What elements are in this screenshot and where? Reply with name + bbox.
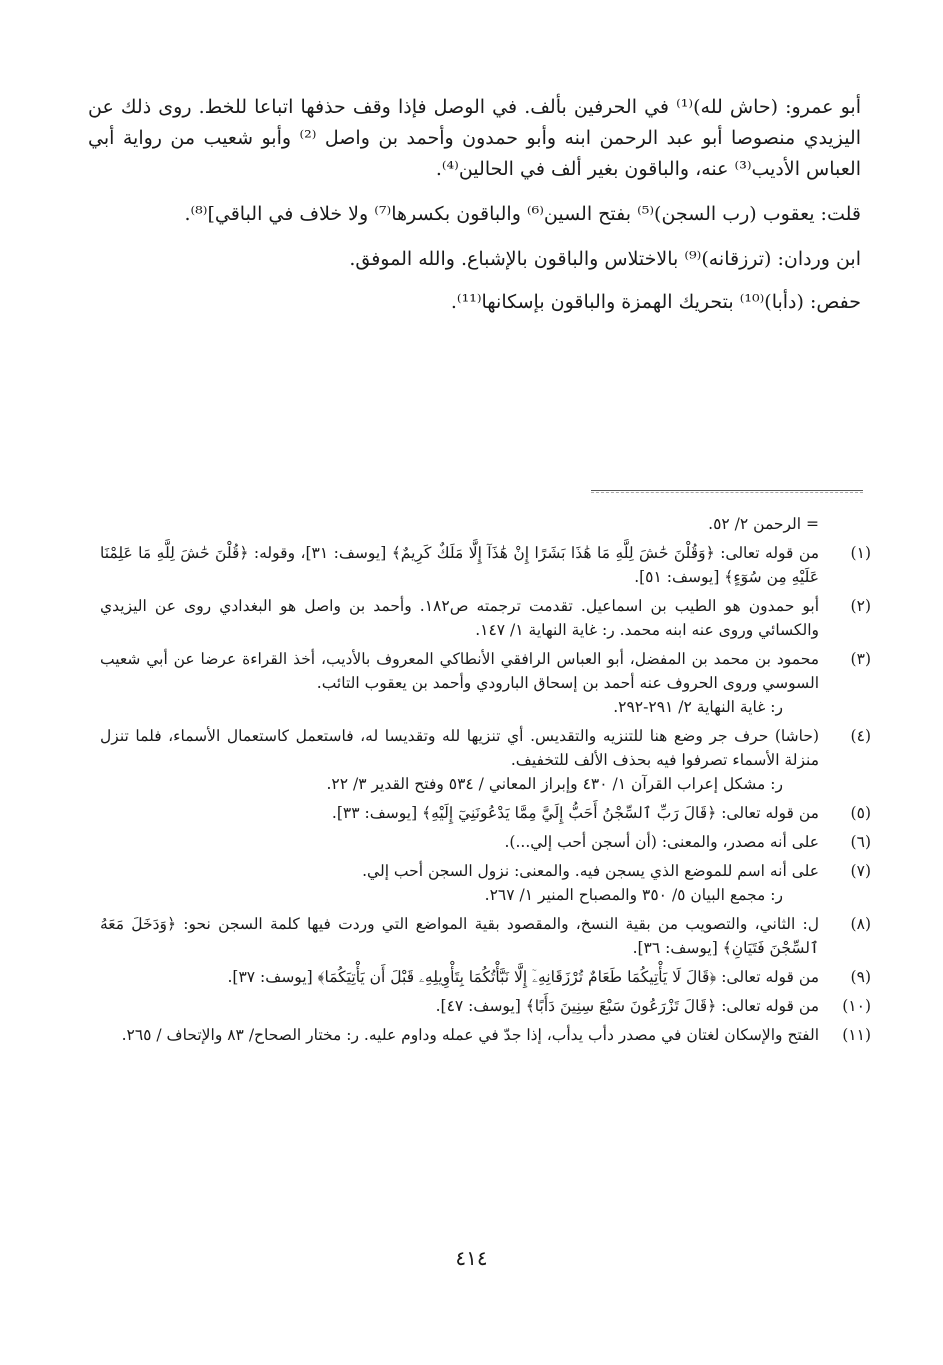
footnote-1	[100, 541, 871, 589]
footnote-continuation: = الرحمن ٢/ ٥٢.	[708, 515, 819, 533]
footnote-text: من قوله تعالى: ﴿قَالَ لَا يَأْتِيكُمَا طَعَامٌ تُرْزَقَانِهِۦٓ إِلَّا نَبَّأْتُكُمَا بِتَأْوِيلِهِۦ قَبْلَ أَن يَأْتِيَكُمَا﴾ [يوسف: ٣٧].	[227, 968, 819, 986]
footnote-text: (حاشا) حرف جر وضع هنا للتنزيه والتقديس. أي تنزيها لله وتقديسا له، فاستعمل كاستعمال الأسماء، فلما تنزل منزلة الأسماء تصرفوا فيه بحذف الألف للتخفيف.	[100, 727, 819, 769]
footnote-4	[100, 724, 871, 796]
footnote-8	[100, 912, 871, 960]
footnote-number: (٦)	[850, 833, 871, 851]
footnote-number: (١)	[850, 544, 871, 562]
footnote-reference: ر: مجمع البيان ٥/ ٣٥٠ والمصباح المنير ١/ ٢٦٧.	[484, 886, 783, 904]
main-text	[88, 92, 861, 332]
paragraph-ibn-wardan: ابن وردان: (ترزقانه)⁽⁹⁾ بالاختلاس والباقون بالإشباع. والله الموفق.	[349, 248, 861, 270]
footnote-10	[100, 994, 871, 1018]
footnotes	[100, 512, 871, 1052]
footnote-number: (٥)	[850, 804, 871, 822]
footnote-number: (٢)	[850, 597, 871, 615]
footnote-separator	[591, 490, 863, 491]
footnote-7	[100, 859, 871, 907]
paragraph-yaqub: قلت: يعقوب (رب السجن)⁽⁵⁾ بفتح السين⁽⁶⁾ والباقون بكسرها⁽⁷⁾ ولا خلاف في الباقي]⁽⁸⁾.	[184, 203, 861, 225]
footnote-separator-dashed	[591, 492, 863, 493]
footnote-reference: ر: مشكل إعراب القرآن ١/ ٤٣٠ وإبراز المعاني / ٥٣٤ وفتح القدير ٣/ ٢٢.	[326, 775, 783, 793]
footnote-text: من قوله تعالى: ﴿قَالَ تَزْرَعُونَ سَبْعَ سِنِينَ دَأَبًا﴾ [يوسف: ٤٧].	[435, 997, 819, 1015]
paragraph-abu-amr: أبو عمرو: (حاش لله)⁽¹⁾ في الحرفين بألف. في الوصل فإذا وقف حذفها اتباعا للخط. روى ذلك عن اليزيدي منصوصا أبو عبد الرحمن ابنه وأبو حمدون وأحمد بن واصل ⁽²⁾ وأبو شعيب من رواية أبي العباس الأديب⁽³⁾ عنه، والباقون بغير ألف في الحالين⁽⁴⁾.	[88, 96, 861, 180]
footnote-6	[100, 830, 871, 854]
footnote-5	[100, 801, 871, 825]
footnote-text: على أنه اسم للموضع الذي يسجن فيه. والمعنى: نزول السجن أحب إلي.	[362, 862, 819, 880]
footnote-text: على أنه مصدر، والمعنى: (أن أسجن أحب إلي...).	[504, 833, 819, 851]
footnote-3	[100, 647, 871, 719]
footnote-9	[100, 965, 871, 989]
footnote-11	[100, 1023, 871, 1047]
footnote-number: (٣)	[850, 650, 871, 668]
footnote-number: (٤)	[850, 727, 871, 745]
footnote-number: (١٠)	[842, 997, 871, 1015]
footnote-text: من قوله تعالى: ﴿وَقُلْنَ حَٰشَ لِلَّهِ مَا هَٰذَا بَشَرًا إِنْ هَٰذَآ إِلَّا مَلَكٌ كَرِيمٌ﴾ [يوسف: ٣١]، وقوله: ﴿قُلْنَ حَٰشَ لِلَّهِ مَا عَلِمْنَا عَلَيْهِ مِن سُوٓءٍ﴾ [يوسف: ٥١].	[100, 544, 819, 586]
footnote-2	[100, 594, 871, 642]
footnote-number: (٨)	[850, 915, 871, 933]
page-number: ٤١٤	[455, 1246, 488, 1270]
footnote-text: الفتح والإسكان لغتان في مصدر دأب يدأب، إذا جدّ في عمله وداوم عليه. ر: مختار الصحاح/ ٨٣ والإتحاف / ٢٦٥.	[121, 1026, 819, 1044]
footnote-number: (١١)	[842, 1026, 871, 1044]
paragraph-hafs: حفص: (دأبا)⁽¹⁰⁾ بتحريك الهمزة والباقون بإسكانها⁽¹¹⁾.	[450, 291, 861, 313]
footnote-text: محمود بن محمد بن المفضل، أبو العباس الرافقي الأنطاكي المعروف بالأديب، أخذ القراءة عرضا عن أبي شعيب السوسي وروى الحروف عنه أحمد بن إسحاق البارودي وأحمد بن يعقوب التائب.	[100, 650, 819, 692]
footnote-text: ل: الثاني، والتصويب من بقية النسخ، والمقصود بقية المواضع التي وردت فيها كلمة السجن نحو: ﴿وَدَخَلَ مَعَهُ ٱلسِّجْنَ فَتَيَانِ﴾ [يوسف: ٣٦].	[100, 915, 819, 957]
footnote-reference: ر: غاية النهاية ٢/ ٢٩١-٢٩٢.	[613, 698, 783, 716]
footnote-number: (٧)	[850, 862, 871, 880]
footnote-number: (٩)	[850, 968, 871, 986]
footnote-text: أبو حمدون هو الطيب بن اسماعيل. تقدمت ترجمته ص١٨٢. وأحمد بن واصل هو البغدادي روى عن اليزيدي والكسائي وروى عنه ابنه محمد. ر: غاية النهاية ١/ ١٤٧.	[100, 597, 820, 639]
footnote-text: من قوله تعالى: ﴿قَالَ رَبِّ ٱلسِّجْنُ أَحَبُّ إِلَيَّ مِمَّا يَدْعُونَنِيٓ إِلَيْهِ﴾ [يوسف: ٣٣].	[331, 804, 819, 822]
